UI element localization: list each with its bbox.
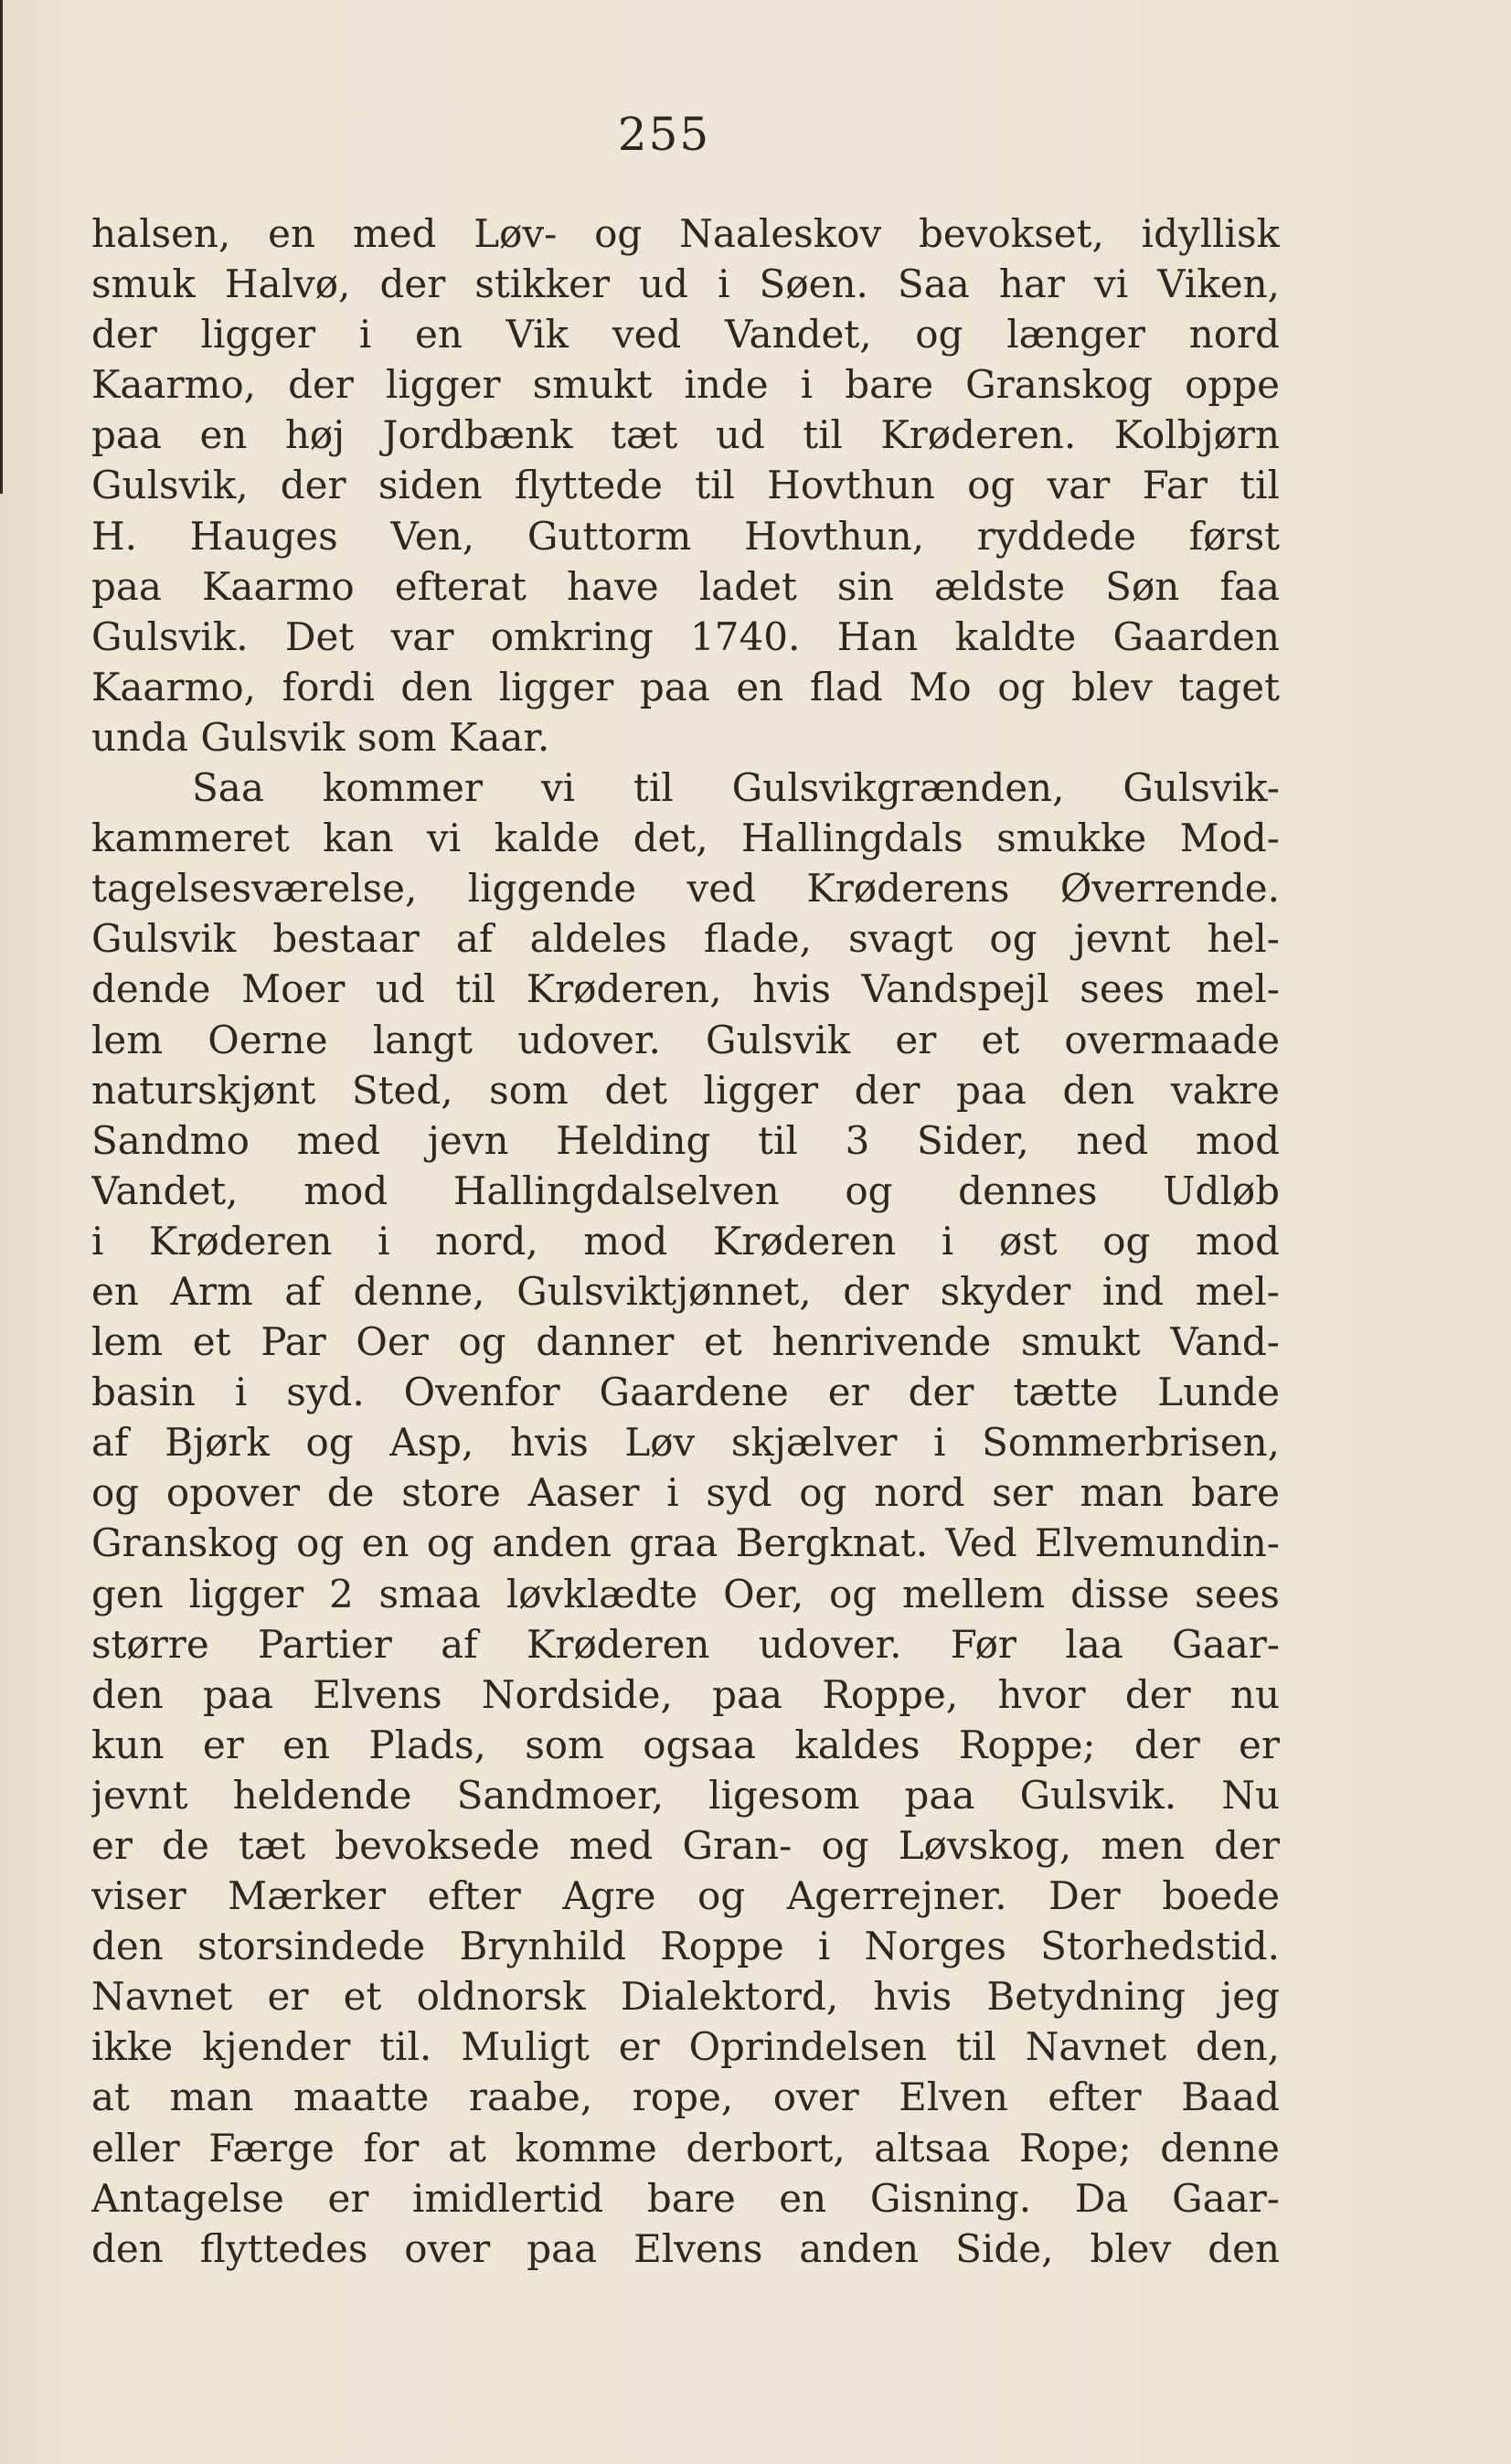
text-line: gen ligger 2 smaa løvklædte Oer, og mellem disse sees	[91, 1571, 1280, 1616]
text-line: Sandmo med jevn Helding til 3 Sider, ned mod	[91, 1117, 1280, 1163]
text-line: i Krøderen i nord, mod Krøderen i øst og mod	[91, 1218, 1280, 1264]
text-line: basin i syd. Ovenfor Gaardene er der tætte Lunde	[91, 1370, 1280, 1415]
text-line: paa en høj Jordbænk tæt ud til Krøderen. Kolbjørn	[91, 412, 1280, 458]
text-line: af Bjørk og Asp, hvis Løv skjælver i Sommerbrisen,	[91, 1420, 1280, 1466]
body-text	[91, 208, 1280, 2274]
text-line: lem et Par Oer og danner et henrivende smukt Vand-	[91, 1319, 1280, 1365]
text-line: Granskog og en og anden graa Bergknat. Ved Elvemundin-	[91, 1520, 1280, 1566]
text-line: naturskjønt Sted, som det ligger der paa den vakre	[91, 1067, 1280, 1113]
text-line: paa Kaarmo efterat have ladet sin ældste Søn faa	[91, 563, 1280, 609]
text-line: der ligger i en Vik ved Vandet, og længer nord	[91, 312, 1280, 357]
text-line: kun er en Plads, som ogsaa kaldes Roppe; der er	[91, 1722, 1280, 1767]
text-line: en Arm af denne, Gulsviktjønnet, der skyder ind mel-	[91, 1268, 1280, 1314]
text-line: Kaarmo, der ligger smukt inde i bare Granskog oppe	[91, 362, 1280, 408]
text-line: Gulsvik bestaar af aldeles flade, svagt og jevnt hel-	[91, 916, 1280, 962]
text-line: den flyttedes over paa Elvens anden Side, blev den	[91, 2225, 1280, 2271]
text-line: H. Hauges Ven, Guttorm Hovthun, ryddede først	[91, 513, 1280, 559]
text-line: dende Moer ud til Krøderen, hvis Vandspejl sees mel-	[91, 966, 1280, 1012]
text-line: eller Færge for at komme derbort, altsaa Rope; denne	[91, 2125, 1280, 2171]
text-line: tagelsesværelse, liggende ved Krøderens Øverrende.	[91, 866, 1280, 912]
text-line: den paa Elvens Nordside, paa Roppe, hvor der nu	[91, 1671, 1280, 1717]
text-line: Navnet er et oldnorsk Dialektord, hvis Betydning jeg	[91, 1974, 1280, 2020]
text-line: lem Oerne langt udover. Gulsvik er et overmaade	[91, 1017, 1280, 1062]
text-line: at man maatte raabe, rope, over Elven efter Baad	[91, 2075, 1280, 2120]
text-line: Kaarmo, fordi den ligger paa en flad Mo og blev taget	[91, 664, 1280, 709]
text-line: kammeret kan vi kalde det, Hallingdals smukke Mod-	[91, 816, 1280, 861]
text-line: Gulsvik. Det var omkring 1740. Han kaldte Gaarden	[91, 613, 1280, 659]
text-line: Vandet, mod Hallingdalselven og dennes Udløb	[91, 1168, 1280, 1213]
text-line: den storsindede Brynhild Roppe i Norges Storhedstid.	[91, 1924, 1280, 1969]
text-line: jevnt heldende Sandmoer, ligesom paa Gulsvik. Nu	[91, 1772, 1280, 1818]
text-line: Gulsvik, der siden flyttede til Hovthun og var Far til	[91, 463, 1280, 508]
text-line: er de tæt bevoksede med Gran- og Løvskog, men der	[91, 1823, 1280, 1868]
text-line: og opover de store Aaser i syd og nord ser man bare	[91, 1470, 1280, 1516]
text-line: ikke kjender til. Muligt er Oprindelsen til Navnet den,	[91, 2024, 1280, 2070]
text-line: unda Gulsvik som Kaar.	[91, 714, 550, 760]
text-line: smuk Halvø, der stikker ud i Søen. Saa har vi Viken,	[91, 261, 1280, 307]
text-line: Antagelse er imidlertid bare en Gisning. Da Gaar-	[91, 2175, 1280, 2221]
text-line: halsen, en med Løv- og Naaleskov bevokset, idyllisk	[91, 211, 1280, 256]
page-edge-rule	[0, 0, 3, 494]
text-line: Saa kommer vi til Gulsvikgrænden, Gulsvik-	[192, 765, 1280, 811]
text-line: større Partier af Krøderen udover. Før laa Gaar-	[91, 1621, 1280, 1667]
page-number: 255	[617, 108, 711, 161]
text-line: viser Mærker efter Agre og Agerrejner. Der boede	[91, 1873, 1280, 1919]
